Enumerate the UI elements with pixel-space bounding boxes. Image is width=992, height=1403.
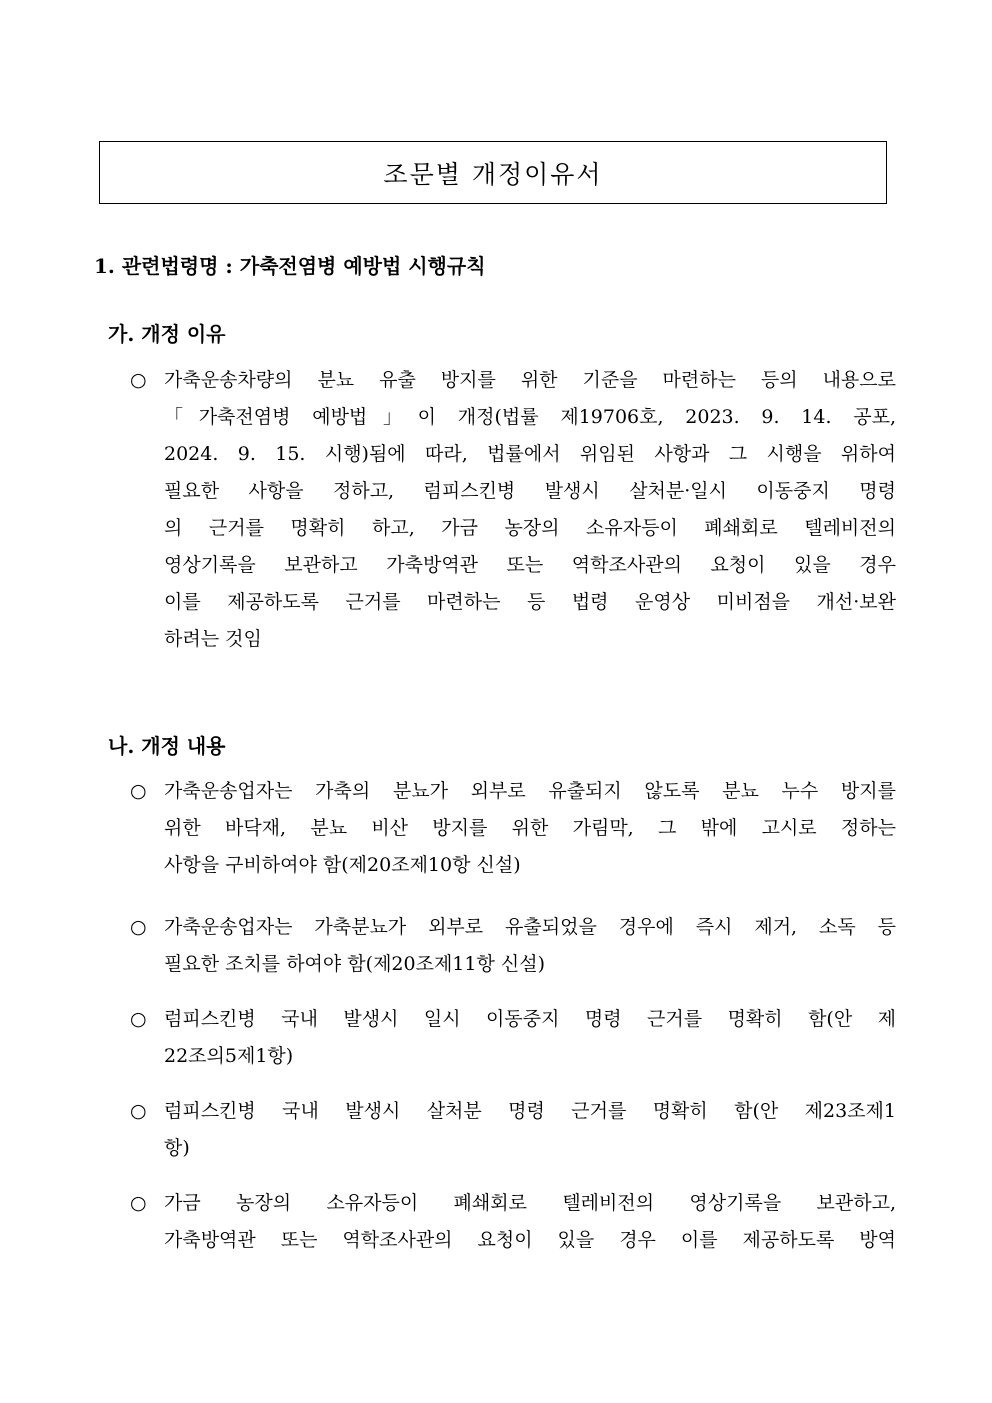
text-line: 럼피스킨병 국내 발생시 일시 이동중지 명령 근거를 명확히 함(안 제	[164, 1008, 896, 1030]
reason-item	[130, 362, 896, 658]
text-line: 가축방역관 또는 역학조사관의 요청이 있을 경우 이를 제공하도록 방역	[164, 1229, 896, 1251]
text-line: 가축운송업자는 가축의 분뇨가 외부로 유출되지 않도록 분뇨 누수 방지를	[164, 780, 896, 802]
content-text	[164, 773, 896, 884]
document-title: 조문별 개정이유서	[383, 159, 603, 189]
reason-text	[164, 362, 896, 658]
text-line: 럼피스킨병 국내 발생시 살처분 명령 근거를 명확히 함(안 제23조제1	[164, 1100, 896, 1122]
bullet-circle: ○	[130, 1100, 147, 1122]
text-line: 22조의5제1항)	[164, 1045, 294, 1067]
text-line: 가금 농장의 소유자등이 폐쇄회로 텔레비전의 영상기록을 보관하고,	[164, 1192, 896, 1214]
text-line: 가축운송차량의 분뇨 유출 방지를 위한 기준을 마련하는 등의 내용으로	[164, 369, 896, 391]
bullet-circle: ○	[130, 1192, 147, 1214]
text-line: 필요한 사항을 정하고, 럼피스킨병 발생시 살처분·일시 이동중지 명령	[164, 480, 896, 502]
content-item	[130, 1001, 896, 1075]
bullet-circle: ○	[130, 369, 147, 391]
text-line: 필요한 조치를 하여야 함(제20조제11항 신설)	[164, 953, 546, 975]
content-item	[130, 909, 896, 983]
document-title-box	[99, 141, 887, 204]
text-line: 「가축전염병 예방법」이 개정(법률 제19706호, 2023. 9. 14. 공포,	[164, 406, 896, 428]
content-text	[164, 1093, 896, 1167]
bullet-circle: ○	[130, 780, 147, 802]
content-text	[164, 909, 896, 983]
content-text	[164, 1001, 896, 1075]
text-line: 영상기록을 보관하고 가축방역관 또는 역학조사관의 요청이 있을 경우	[164, 554, 896, 576]
section-heading-reason: 가. 개정 이유	[108, 322, 226, 346]
bullet-circle: ○	[130, 916, 147, 938]
text-line: 위한 바닥재, 분뇨 비산 방지를 위한 가림막, 그 밖에 고시로 정하는	[164, 817, 896, 839]
bullet-circle: ○	[130, 1008, 147, 1030]
content-item	[130, 1093, 896, 1167]
content-item	[130, 773, 896, 884]
text-line: 가축운송업자는 가축분뇨가 외부로 유출되었을 경우에 즉시 제거, 소독 등	[164, 916, 896, 938]
text-line: 이를 제공하도록 근거를 마련하는 등 법령 운영상 미비점을 개선·보완	[164, 591, 896, 613]
content-text	[164, 1185, 896, 1259]
content-item	[130, 1185, 896, 1259]
text-line: 항)	[164, 1137, 190, 1159]
related-law-name: 1. 관련법령명 : 가축전염병 예방법 시행규칙	[94, 254, 486, 278]
section-heading-content: 나. 개정 내용	[108, 734, 226, 758]
text-line: 사항을 구비하여야 함(제20조제10항 신설)	[164, 854, 521, 876]
text-line: 2024. 9. 15. 시행)됨에 따라, 법률에서 위임된 사항과 그 시행을 위하여	[164, 443, 896, 465]
text-line: 하려는 것임	[164, 628, 262, 650]
text-line: 의 근거를 명확히 하고, 가금 농장의 소유자등이 폐쇄회로 텔레비전의	[164, 517, 896, 539]
